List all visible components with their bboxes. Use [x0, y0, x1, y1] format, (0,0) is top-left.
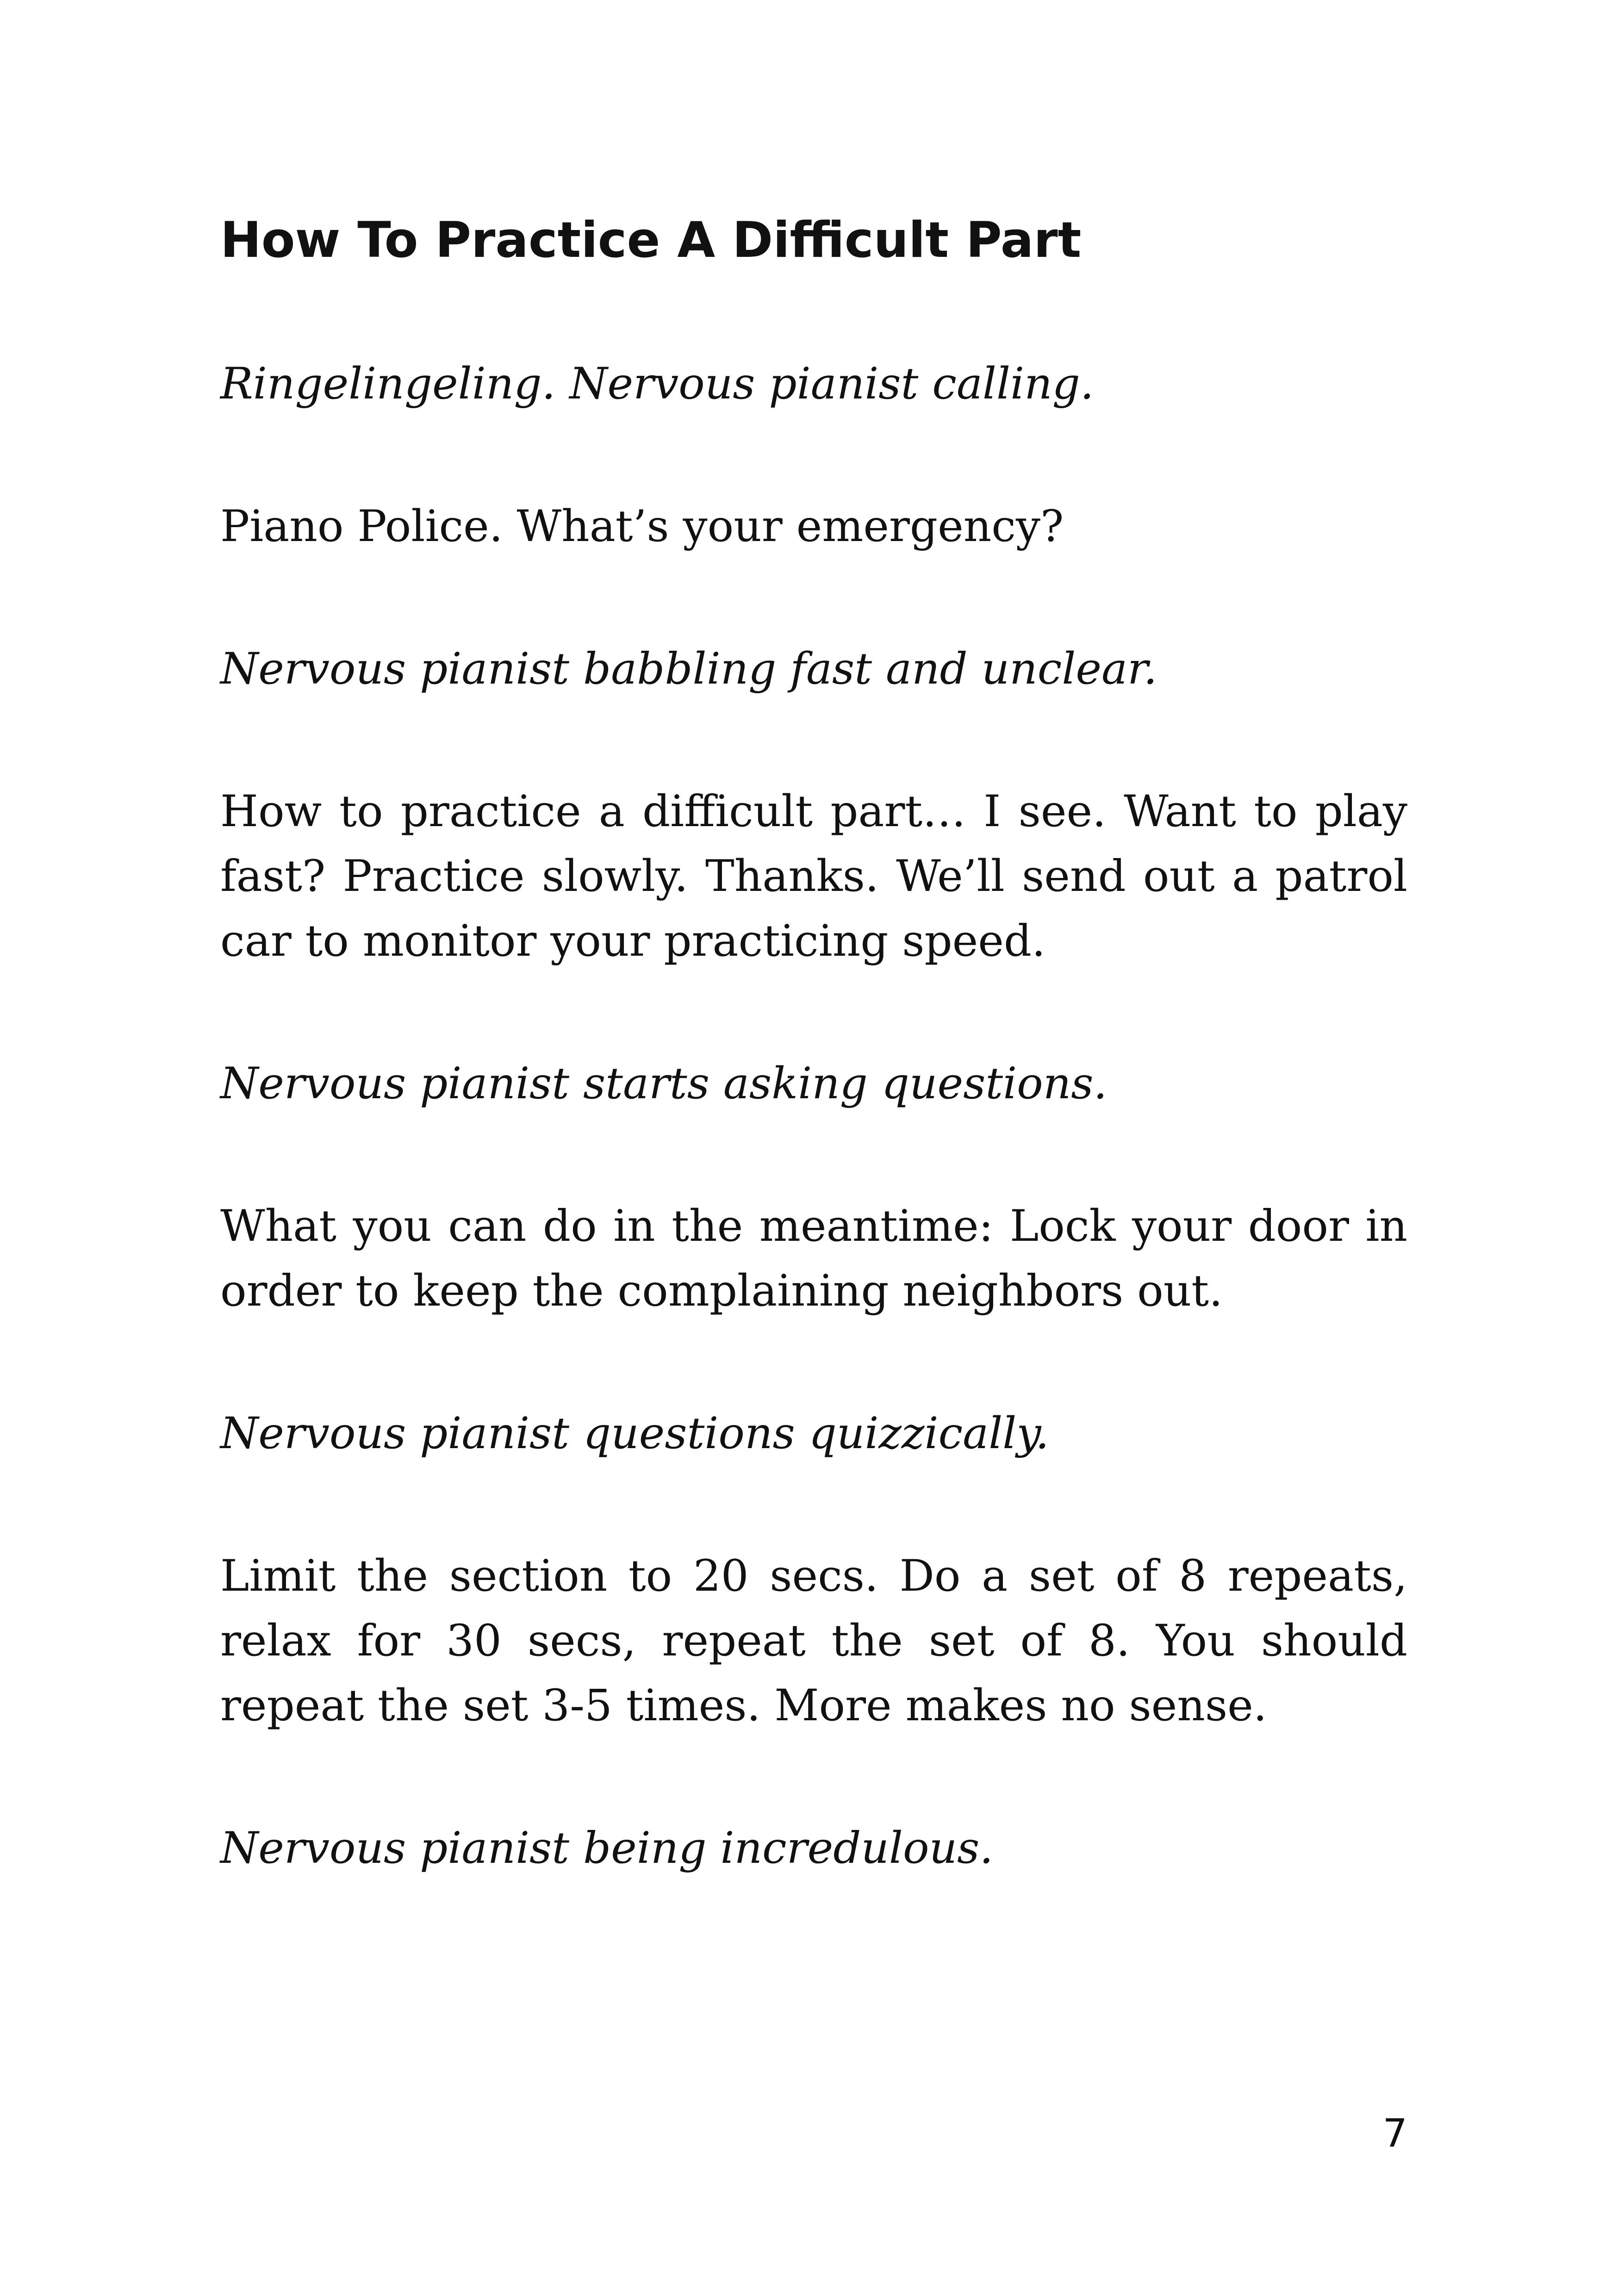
paragraph-stage-direction: Nervous pianist being incredulous.	[220, 1823, 994, 1873]
paragraph-dialogue: How to practice a difficult part… I see. Want to play fast? Practice slowly. Thanks. We’ll send out a patrol car to monitor your practicing speed.	[220, 786, 1407, 966]
chapter-heading: How To Practice A Difficult Part	[220, 212, 1082, 268]
paragraph-stage-direction: Nervous pianist questions quizzically.	[220, 1408, 1049, 1459]
paragraph-stage-direction: Nervous pianist starts asking questions.	[220, 1058, 1108, 1109]
paragraph-stage-direction: Ringelingeling. Nervous pianist calling.	[220, 359, 1094, 409]
paragraph-dialogue: Piano Police. What’s your emergency?	[220, 501, 1064, 552]
paragraph-dialogue: What you can do in the meantime: Lock your door in order to keep the complaining neighbors out.	[220, 1201, 1407, 1316]
body-text	[220, 352, 1407, 1959]
paragraph-stage-direction: Nervous pianist babbling fast and unclear.	[220, 644, 1157, 694]
page-number: 7	[1382, 2110, 1407, 2156]
paragraph-dialogue: Limit the section to 20 secs. Do a set of 8 repeats, relax for 30 secs, repeat the set of 8. You should repeat the set 3-5 times. More makes no sense.	[220, 1551, 1407, 1731]
